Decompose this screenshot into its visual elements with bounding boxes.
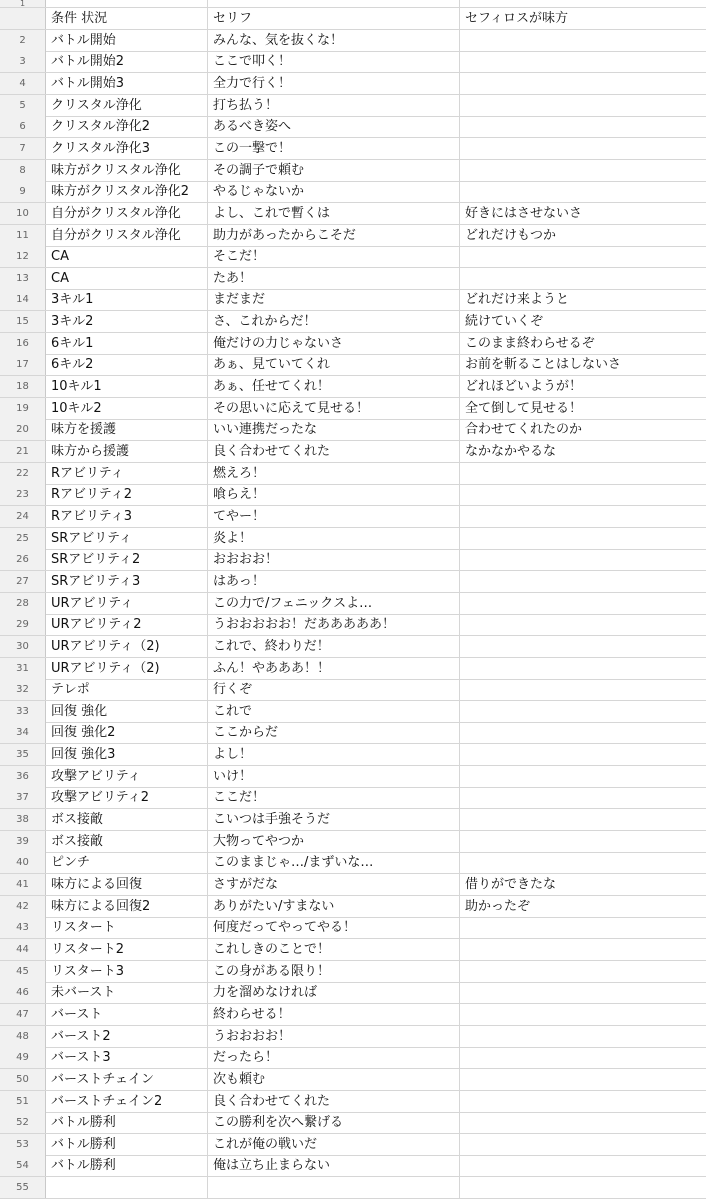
cell-line[interactable]: うおおおお！	[208, 1026, 460, 1047]
table-row	[0, 571, 706, 593]
cell-sephiroth-ally[interactable]	[460, 549, 706, 570]
cell-line[interactable]: 次も頼む	[208, 1069, 460, 1090]
cell-sephiroth-ally[interactable]: 続けていくぞ	[465, 314, 544, 330]
row-number[interactable]: 47	[0, 1004, 46, 1025]
row-number[interactable]: 9	[0, 181, 46, 202]
cell-sephiroth-ally[interactable]: なかなかやるな	[465, 444, 557, 459]
row-number[interactable]: 3	[0, 51, 46, 72]
cell-line[interactable]: 良く合わせてくれた	[208, 1091, 460, 1112]
cell-condition[interactable]: 攻撃アビリティ2	[46, 787, 208, 808]
cell[interactable]	[208, 0, 460, 7]
table-row	[0, 1047, 706, 1069]
table-row	[0, 376, 706, 398]
row-number[interactable]: 38	[0, 809, 46, 830]
cell-condition[interactable]: CA	[46, 246, 208, 267]
table-row	[0, 484, 706, 506]
cell-condition[interactable]: 3キル2	[46, 311, 208, 332]
cell-line[interactable]: 大物ってやつか	[208, 831, 460, 852]
table-row	[0, 51, 706, 73]
cell-line[interactable]: あるべき姿へ	[208, 116, 460, 137]
cell-line[interactable]: あぁ、見ていてくれ	[208, 354, 460, 375]
cell-sephiroth-ally[interactable]: このまま終わらせるぞ	[465, 335, 595, 351]
table-row	[0, 744, 706, 766]
cell-condition[interactable]: 未バースト	[46, 982, 208, 1003]
cell[interactable]	[460, 0, 706, 7]
cell-line[interactable]: さすがだな	[208, 874, 460, 895]
cell-line[interactable]: 俺だけの力じゃないさ	[208, 333, 460, 354]
cell-condition[interactable]: 条件 状況	[46, 8, 208, 29]
cell-condition[interactable]: 味方がクリスタル浄化2	[46, 181, 208, 202]
cell-line[interactable]: このままじゃ…/まずいな…	[208, 852, 460, 873]
cell-condition[interactable]: バトル勝利	[46, 1134, 208, 1155]
cell-line[interactable]: 助力があったからこそだ	[208, 225, 460, 246]
cell-condition[interactable]: バーストチェイン2	[46, 1091, 208, 1112]
table-row	[0, 636, 706, 658]
cell-sephiroth-ally[interactable]: 助かったぞ	[465, 898, 531, 914]
cell-line[interactable]: いけ！	[208, 766, 460, 787]
table-row	[0, 766, 706, 788]
cell-sephiroth-ally[interactable]	[460, 181, 706, 202]
cell-sephiroth-ally[interactable]	[460, 679, 706, 700]
row-number[interactable]: 41	[0, 874, 46, 895]
header-strip-row	[0, 0, 706, 8]
cell-sephiroth-ally[interactable]	[460, 51, 706, 72]
cell-line[interactable]: だったら！	[208, 1047, 460, 1068]
cell-condition[interactable]: URアビリティ	[46, 593, 208, 614]
table-row	[0, 138, 706, 160]
cell-line[interactable]: これが俺の戦いだ	[208, 1134, 460, 1155]
table-row	[0, 831, 706, 853]
row-number[interactable]: 23	[0, 484, 46, 505]
table-row	[0, 982, 706, 1004]
table-row	[0, 1155, 706, 1177]
row-number[interactable]: 12	[0, 246, 46, 267]
cell-sephiroth-ally[interactable]	[460, 852, 706, 873]
cell-sephiroth-ally[interactable]	[460, 1134, 706, 1155]
cell-condition[interactable]: リスタート3	[46, 961, 208, 982]
cell-sephiroth-ally[interactable]	[460, 463, 706, 484]
table-row	[0, 658, 706, 680]
row-number[interactable]: 24	[0, 506, 46, 527]
table-row	[0, 181, 706, 203]
cell-sephiroth-ally[interactable]	[460, 961, 706, 982]
cell-sephiroth-ally[interactable]	[460, 1091, 706, 1112]
row-number[interactable]: 8	[0, 160, 46, 181]
row-number[interactable]: 31	[0, 658, 46, 679]
cell-condition[interactable]: クリスタル浄化3	[46, 138, 208, 159]
table-row	[0, 268, 706, 290]
cell-condition[interactable]: リスタート2	[46, 939, 208, 960]
cell-condition[interactable]: 6キル1	[46, 333, 208, 354]
table-row	[0, 203, 706, 225]
cell-condition[interactable]: バーストチェイン	[46, 1069, 208, 1090]
cell-line[interactable]: 良く合わせてくれた	[208, 441, 460, 462]
cell-sephiroth-ally[interactable]	[460, 571, 706, 592]
cell-line[interactable]: 燃えろ！	[208, 463, 460, 484]
cell-sephiroth-ally[interactable]	[460, 1069, 706, 1090]
row-number[interactable]: 14	[0, 289, 46, 310]
cell-sephiroth-ally[interactable]	[460, 1155, 706, 1176]
cell-sephiroth-ally[interactable]	[460, 701, 706, 722]
cell-sephiroth-ally[interactable]: どれだけもつか	[465, 227, 557, 243]
cell-line[interactable]: 俺は立ち止まらない	[208, 1155, 460, 1176]
row-number[interactable]: 49	[0, 1047, 46, 1068]
cell-sephiroth-ally[interactable]	[460, 506, 706, 527]
cell-sephiroth-ally[interactable]	[460, 116, 706, 137]
cell-line[interactable]: そこだ！	[208, 246, 460, 267]
cell-line[interactable]: 喰らえ！	[208, 484, 460, 505]
cell-sephiroth-ally[interactable]: お前を斬ることはしないさ	[465, 357, 622, 373]
table-row	[0, 1091, 706, 1113]
table-row	[0, 961, 706, 983]
cell-sephiroth-ally[interactable]	[460, 593, 706, 614]
cell-line[interactable]: ここで叩く！	[208, 51, 460, 72]
row-number[interactable]: 4	[0, 73, 46, 94]
table-row	[0, 679, 706, 701]
cell-line[interactable]: うおおおおお！だあああああ！	[208, 614, 460, 635]
row-number[interactable]: 40	[0, 852, 46, 873]
row-number[interactable]: 29	[0, 614, 46, 635]
table-row	[0, 1112, 706, 1134]
cell-line[interactable]: この一撃で！	[208, 138, 460, 159]
table-row	[0, 1177, 706, 1199]
cell-condition[interactable]: バトル開始	[46, 30, 208, 51]
cell-line[interactable]: その思いに応えて見せる！	[208, 398, 460, 419]
cell-condition[interactable]: バトル勝利	[46, 1155, 208, 1176]
cell-line[interactable]: ここからだ	[208, 722, 460, 743]
cell-line[interactable]: さ、これからだ！	[208, 311, 460, 332]
cell-sephiroth-ally[interactable]	[460, 614, 706, 635]
cell-line[interactable]: たあ！	[208, 268, 460, 289]
cell-line[interactable]: 何度だってやってやる！	[208, 917, 460, 938]
cell-condition[interactable]: 自分がクリスタル浄化	[46, 225, 208, 246]
cell-sephiroth-ally[interactable]	[460, 268, 706, 289]
table-row	[0, 354, 706, 376]
table-row	[0, 225, 706, 247]
cell-line[interactable]	[208, 1177, 460, 1198]
table-row	[0, 549, 706, 571]
cell-condition[interactable]: SRアビリティ2	[46, 549, 208, 570]
cell-condition[interactable]: ボス接敵	[46, 831, 208, 852]
cell-condition[interactable]: 3キル1	[46, 289, 208, 310]
cell-line[interactable]: 行くぞ	[208, 679, 460, 700]
cell-sephiroth-ally[interactable]: どれほどいようが！	[465, 379, 583, 395]
row-number[interactable]: 35	[0, 744, 46, 765]
cell-condition[interactable]: Rアビリティ2	[46, 484, 208, 505]
row-number[interactable]: 10	[0, 203, 46, 224]
table-row	[0, 73, 706, 95]
cell-sephiroth-ally[interactable]	[460, 636, 706, 657]
cell-line[interactable]: よし、これで暫くは	[208, 203, 460, 224]
cell-line[interactable]: セリフ	[208, 8, 460, 29]
cell-sephiroth-ally[interactable]	[460, 1177, 706, 1198]
cell-condition[interactable]: URアビリティ（2)	[46, 636, 208, 657]
cell-sephiroth-ally[interactable]	[460, 30, 706, 51]
row-number[interactable]: 48	[0, 1026, 46, 1047]
cell-line[interactable]: この力で/フェニックスよ…	[208, 593, 460, 614]
cell-line[interactable]: この身がある限り！	[208, 961, 460, 982]
cell[interactable]	[46, 0, 208, 7]
cell-sephiroth-ally[interactable]: 全て倒して見せる！	[465, 400, 583, 416]
cell-condition[interactable]: 攻撃アビリティ	[46, 766, 208, 787]
cell-condition[interactable]: バースト	[46, 1004, 208, 1025]
table-row	[0, 809, 706, 831]
cell-condition[interactable]: Rアビリティ3	[46, 506, 208, 527]
cell-condition[interactable]: バトル勝利	[46, 1112, 208, 1133]
table-row	[0, 593, 706, 615]
cell-line[interactable]: よし！	[208, 744, 460, 765]
row-number[interactable]: 51	[0, 1091, 46, 1112]
row-number[interactable]: 18	[0, 376, 46, 397]
table-row	[0, 289, 706, 311]
row-number[interactable]: 17	[0, 354, 46, 375]
table-row	[0, 463, 706, 485]
cell-condition[interactable]: SRアビリティ3	[46, 571, 208, 592]
cell-condition[interactable]: バトル開始2	[46, 51, 208, 72]
cell-line[interactable]: あぁ、任せてくれ！	[208, 376, 460, 397]
cell-line[interactable]: これで	[208, 701, 460, 722]
row-number[interactable]: 21	[0, 441, 46, 462]
cell-sephiroth-ally[interactable]	[460, 160, 706, 181]
cell-line[interactable]: やるじゃないか	[208, 181, 460, 202]
cell-sephiroth-ally[interactable]	[460, 528, 706, 549]
cell-sephiroth-ally[interactable]	[460, 95, 706, 116]
row-number[interactable]: 55	[0, 1177, 46, 1198]
table-row	[0, 8, 706, 30]
row-number[interactable]: 28	[0, 593, 46, 614]
row-number[interactable]: 13	[0, 268, 46, 289]
cell-condition[interactable]: バースト3	[46, 1047, 208, 1068]
row-number[interactable]: 54	[0, 1155, 46, 1176]
table-row	[0, 722, 706, 744]
row-number[interactable]: 37	[0, 787, 46, 808]
cell-condition[interactable]: テレポ	[46, 679, 208, 700]
cell-sephiroth-ally[interactable]	[460, 246, 706, 267]
cell-line[interactable]: ここだ！	[208, 787, 460, 808]
table-row	[0, 1134, 706, 1156]
cell-line[interactable]: これで、終わりだ！	[208, 636, 460, 657]
cell-condition[interactable]: 10キル1	[46, 376, 208, 397]
table-row	[0, 917, 706, 939]
cell-sephiroth-ally[interactable]	[460, 1026, 706, 1047]
cell-sephiroth-ally[interactable]	[460, 484, 706, 505]
table-row	[0, 95, 706, 117]
row-number[interactable]	[0, 8, 46, 29]
cell-condition[interactable]: 味方による回復	[46, 874, 208, 895]
cell-condition[interactable]: ピンチ	[46, 852, 208, 873]
cell-sephiroth-ally[interactable]	[460, 982, 706, 1003]
row-number[interactable]: 22	[0, 463, 46, 484]
cell-condition[interactable]: 味方から援護	[46, 441, 208, 462]
cell-line[interactable]: はあっ！	[208, 571, 460, 592]
row-number[interactable]: 30	[0, 636, 46, 657]
row-number[interactable]: 27	[0, 571, 46, 592]
cell-line[interactable]: こいつは手強そうだ	[208, 809, 460, 830]
cell-condition[interactable]: 味方を援護	[46, 419, 208, 440]
cell-condition[interactable]: バースト2	[46, 1026, 208, 1047]
row-number[interactable]: 52	[0, 1112, 46, 1133]
table-row	[0, 1004, 706, 1026]
cell-line[interactable]: みんな、気を抜くな！	[208, 30, 460, 51]
cell-condition[interactable]: 10キル2	[46, 398, 208, 419]
cell-sephiroth-ally[interactable]	[460, 1047, 706, 1068]
cell-line[interactable]: その調子で頼む	[208, 160, 460, 181]
cell-line[interactable]: てやー！	[208, 506, 460, 527]
row-number[interactable]: 32	[0, 679, 46, 700]
row-number[interactable]: 39	[0, 831, 46, 852]
cell-sephiroth-ally[interactable]	[460, 809, 706, 830]
table-row	[0, 614, 706, 636]
cell-condition[interactable]: URアビリティ2	[46, 614, 208, 635]
cell-condition[interactable]: クリスタル浄化2	[46, 116, 208, 137]
cell-line[interactable]: 力を溜めなければ	[208, 982, 460, 1003]
cell-sephiroth-ally[interactable]	[460, 1004, 706, 1025]
cell-sephiroth-ally[interactable]: 好きにはさせないさ	[465, 205, 583, 221]
cell-condition[interactable]: 回復 強化	[46, 701, 208, 722]
cell-line[interactable]: ふん！やあああ！！	[208, 658, 460, 679]
cell-condition[interactable]: 6キル2	[46, 354, 208, 375]
cell-condition[interactable]: CA	[46, 268, 208, 289]
cell-line[interactable]: この勝利を次へ繋げる	[208, 1112, 460, 1133]
cell-sephiroth-ally[interactable]	[460, 744, 706, 765]
cell-condition[interactable]: バトル開始3	[46, 73, 208, 94]
row-number[interactable]: 36	[0, 766, 46, 787]
row-number[interactable]: 15	[0, 311, 46, 332]
cell-sephiroth-ally[interactable]	[460, 1112, 706, 1133]
row-number[interactable]: 1	[0, 0, 46, 7]
cell-condition[interactable]: 自分がクリスタル浄化	[46, 203, 208, 224]
cell-condition[interactable]: SRアビリティ	[46, 528, 208, 549]
table-row	[0, 419, 706, 441]
row-number[interactable]: 5	[0, 95, 46, 116]
table-row	[0, 160, 706, 182]
table-row	[0, 246, 706, 268]
row-number[interactable]: 25	[0, 528, 46, 549]
row-number[interactable]: 50	[0, 1069, 46, 1090]
table-row	[0, 528, 706, 550]
table-row	[0, 116, 706, 138]
table-row	[0, 701, 706, 723]
cell-sephiroth-ally[interactable]	[460, 766, 706, 787]
cell-condition[interactable]: クリスタル浄化	[46, 95, 208, 116]
row-number[interactable]: 20	[0, 419, 46, 440]
cell-sephiroth-ally[interactable]	[460, 722, 706, 743]
row-number[interactable]: 46	[0, 982, 46, 1003]
table-row	[0, 874, 706, 896]
row-number[interactable]: 44	[0, 939, 46, 960]
cell-sephiroth-ally[interactable]	[460, 787, 706, 808]
cell-sephiroth-ally[interactable]	[460, 831, 706, 852]
table-row	[0, 441, 706, 463]
cell-sephiroth-ally[interactable]: セフィロスが味方	[465, 11, 568, 26]
cell-condition[interactable]: 味方による回復2	[46, 896, 208, 917]
cell-line[interactable]: これしきのことで！	[208, 939, 460, 960]
cell-line[interactable]: 打ち払う！	[208, 95, 460, 116]
cell-sephiroth-ally[interactable]	[460, 917, 706, 938]
row-number[interactable]: 43	[0, 917, 46, 938]
table-row	[0, 1026, 706, 1048]
cell-condition[interactable]	[46, 1177, 208, 1198]
cell-line[interactable]: まだまだ	[208, 289, 460, 310]
row-number[interactable]: 33	[0, 701, 46, 722]
row-number[interactable]: 6	[0, 116, 46, 137]
cell-condition[interactable]: URアビリティ（2)	[46, 658, 208, 679]
cell-sephiroth-ally[interactable]	[460, 73, 706, 94]
cell-line[interactable]: おおおお！	[208, 549, 460, 570]
table-row	[0, 787, 706, 809]
table-row	[0, 333, 706, 355]
cell-sephiroth-ally[interactable]	[460, 658, 706, 679]
row-number[interactable]: 2	[0, 30, 46, 51]
cell-condition[interactable]: リスタート	[46, 917, 208, 938]
table-row	[0, 939, 706, 961]
cell-sephiroth-ally[interactable]	[460, 939, 706, 960]
table-row	[0, 852, 706, 874]
cell-condition[interactable]: 味方がクリスタル浄化	[46, 160, 208, 181]
cell-condition[interactable]: 回復 強化2	[46, 722, 208, 743]
cell-condition[interactable]: 回復 強化3	[46, 744, 208, 765]
row-number[interactable]: 34	[0, 722, 46, 743]
cell-sephiroth-ally[interactable]: 合わせてくれたのか	[465, 422, 583, 438]
cell-line[interactable]: 終わらせる！	[208, 1004, 460, 1025]
cell-sephiroth-ally[interactable]	[460, 138, 706, 159]
cell-sephiroth-ally[interactable]: どれだけ来ようと	[465, 292, 570, 308]
cell-line[interactable]: 全力で行く！	[208, 73, 460, 94]
table-row	[0, 896, 706, 918]
cell-condition[interactable]: Rアビリティ	[46, 463, 208, 484]
row-number[interactable]: 45	[0, 961, 46, 982]
cell-line[interactable]: 炎よ！	[208, 528, 460, 549]
table-row	[0, 506, 706, 528]
row-number[interactable]: 42	[0, 896, 46, 917]
row-number[interactable]: 53	[0, 1134, 46, 1155]
table-row	[0, 398, 706, 420]
cell-line[interactable]: ありがたい/すまない	[208, 896, 460, 917]
row-number[interactable]: 19	[0, 398, 46, 419]
row-number[interactable]: 7	[0, 138, 46, 159]
table-row	[0, 1069, 706, 1091]
table-row	[0, 30, 706, 52]
row-number[interactable]: 26	[0, 549, 46, 570]
row-number[interactable]: 16	[0, 333, 46, 354]
cell-condition[interactable]: ボス接敵	[46, 809, 208, 830]
row-number[interactable]: 11	[0, 225, 46, 246]
cell-sephiroth-ally[interactable]: 借りができたな	[465, 877, 557, 892]
cell-line[interactable]: いい連携だったな	[208, 419, 460, 440]
table-row	[0, 311, 706, 333]
